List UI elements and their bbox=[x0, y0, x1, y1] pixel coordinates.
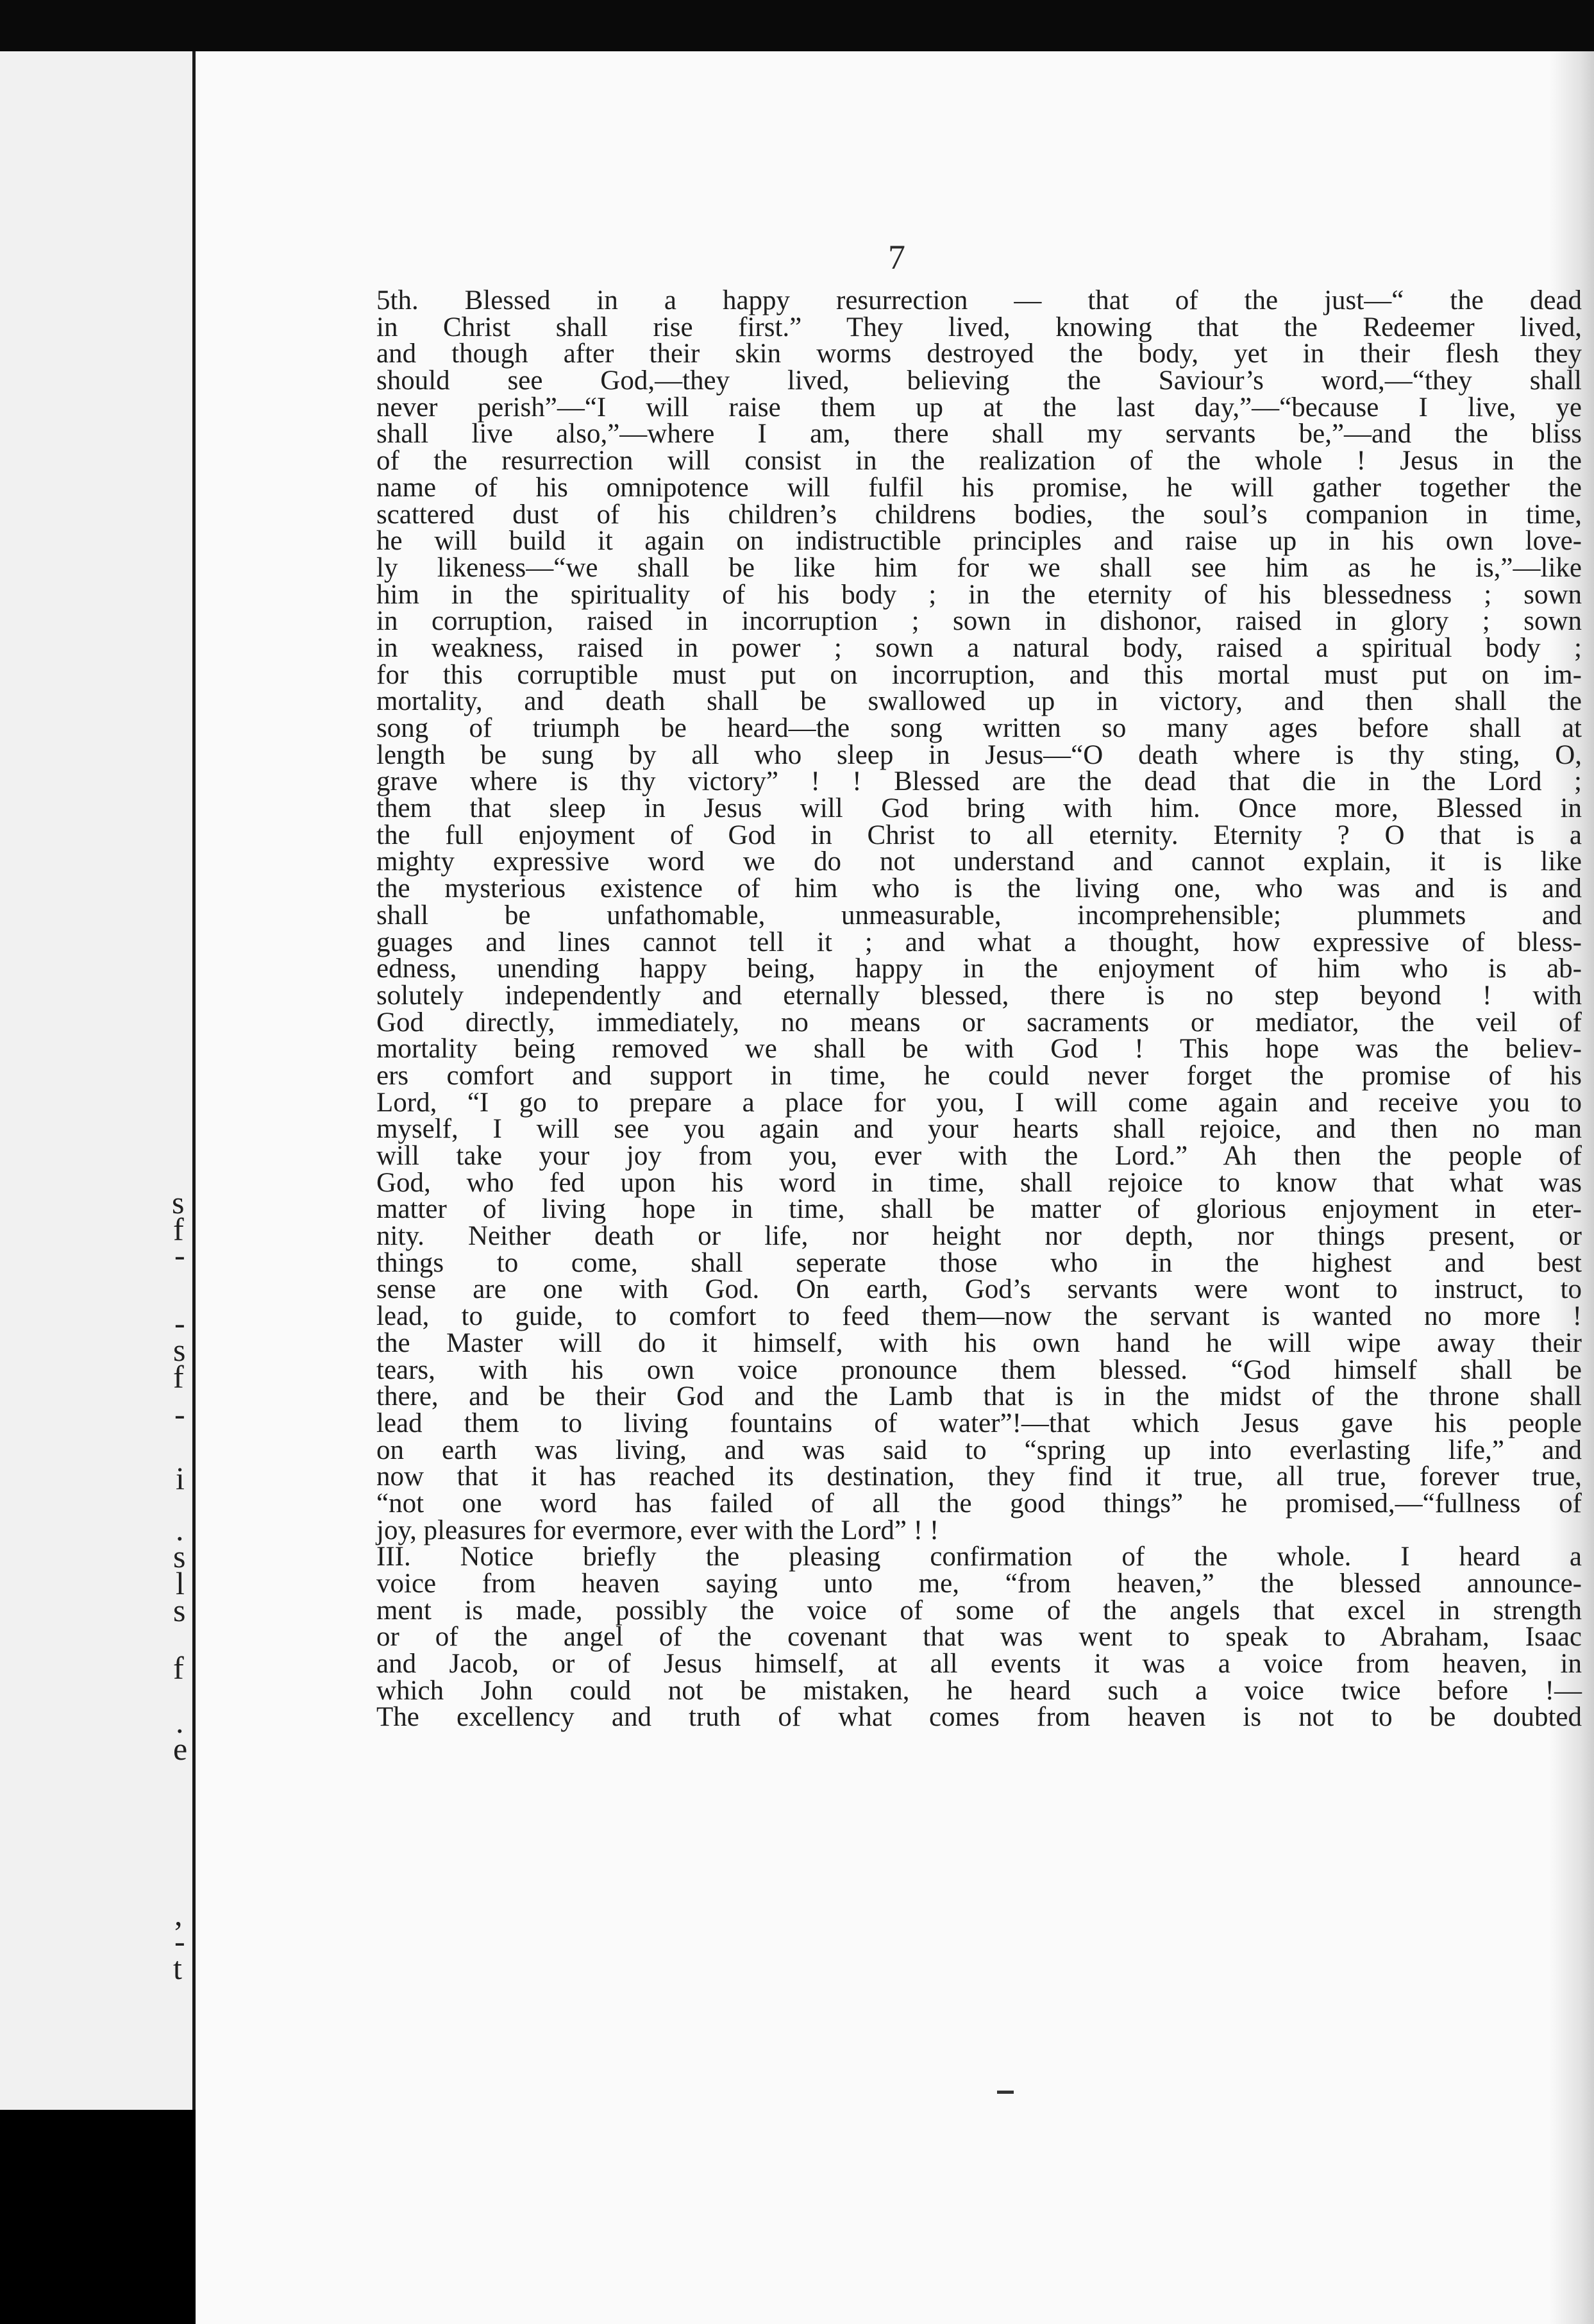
text-line: name of his omnipotence will fulfil his promise, he will gather together the bbox=[376, 472, 1582, 503]
text-line: lead, to guide, to comfort to feed them—now the servant is wanted no more ! bbox=[376, 1301, 1582, 1332]
text-line: God, who fed upon his word in time, shall rejoice to know that what was bbox=[376, 1167, 1582, 1198]
text-line: ers comfort and support in time, he could never forget the promise of his bbox=[376, 1060, 1582, 1091]
text-line: should see God,—they lived, believing the Saviour’s word,—“they shall bbox=[376, 366, 1582, 396]
text-line: length be sung by all who sleep in Jesus—“O death where is thy sting, O, bbox=[376, 739, 1582, 770]
margin-mark: f bbox=[173, 1359, 184, 1395]
margin-mark: f bbox=[173, 1650, 184, 1686]
text-line: tears, with his own voice pronounce them blessed. “God himself shall be bbox=[376, 1354, 1582, 1385]
text-line: nity. Neither death or life, nor height nor depth, nor things present, or bbox=[376, 1221, 1582, 1252]
text-line: and though after their skin worms destroyed the body, yet in their flesh they bbox=[376, 339, 1582, 369]
margin-mark: s bbox=[173, 1332, 186, 1368]
text-line: in weakness, raised in power ; sown a natural body, raised a spiritual body ; bbox=[376, 632, 1582, 663]
text-line: the full enjoyment of God in Christ to all eternity. Eternity ? O that is a bbox=[376, 820, 1582, 850]
text-line: or of the angel of the covenant that was went to speak to Abraham, Isaac bbox=[376, 1622, 1582, 1653]
margin-mark: - bbox=[174, 1305, 185, 1341]
scanner-background bbox=[0, 0, 1594, 51]
text-line: them that sleep in Jesus will God bring with him. Once more, Blessed in bbox=[376, 793, 1582, 824]
printer-mark bbox=[997, 2091, 1014, 2094]
margin-mark: - bbox=[174, 1923, 185, 1959]
text-line: Lord, “I go to prepare a place for you, I will come again and receive you to bbox=[376, 1087, 1582, 1118]
text-line: of the resurrection will consist in the realization of the whole ! Jesus in the bbox=[376, 446, 1582, 476]
margin-mark: - bbox=[174, 1237, 185, 1273]
page-number: 7 bbox=[888, 238, 905, 276]
text-line: 5th. Blessed in a happy resurrection — that of the just—“ the dead bbox=[376, 285, 1582, 316]
text-line: shall be unfathomable, unmeasurable, incomprehensible; plummets and bbox=[376, 900, 1582, 930]
margin-mark: e bbox=[173, 1731, 188, 1767]
text-line: will take your joy from you, ever with the Lord.” Ah then the people of bbox=[376, 1141, 1582, 1171]
margin-mark: - bbox=[174, 1396, 185, 1432]
margin-mark: . bbox=[176, 1704, 184, 1740]
text-line: mortality, and death shall be swallowed up in victory, and then shall the bbox=[376, 686, 1582, 717]
text-line: and Jacob, or of Jesus himself, at all events it was a voice from heaven, in bbox=[376, 1649, 1582, 1680]
text-line: matter of living hope in time, shall be matter of glorious enjoyment in eter- bbox=[376, 1194, 1582, 1225]
text-line: now that it has reached its destination, they find it true, all true, forever true, bbox=[376, 1461, 1582, 1492]
margin-mark: i bbox=[176, 1460, 185, 1496]
text-line: shall live also,”—where I am, there shall my servants be,”—and the bliss bbox=[376, 419, 1582, 450]
text-line: the mysterious existence of him who is the living one, who was and is and bbox=[376, 873, 1582, 904]
margin-mark: s bbox=[173, 1592, 186, 1628]
text-line: voice from heaven saying unto me, “from heaven,” the blessed announce- bbox=[376, 1569, 1582, 1599]
body-text bbox=[376, 287, 1582, 1731]
text-line: on earth was living, and was said to “spring up into everlasting life,” and bbox=[376, 1435, 1582, 1465]
text-line: grave where is thy victory” ! ! Blessed are the dead that die in the Lord ; bbox=[376, 766, 1582, 797]
text-line: song of triumph be heard—the song written so many ages before shall at bbox=[376, 713, 1582, 743]
margin-mark: t bbox=[173, 1950, 182, 1986]
text-line: solutely independently and eternally blessed, there is no step beyond ! with bbox=[376, 980, 1582, 1011]
text-line: things to come, shall seperate those who in the highest and best bbox=[376, 1247, 1582, 1278]
previous-page-remnant bbox=[0, 51, 196, 2110]
text-line: mighty expressive word we do not understand and cannot explain, it is like bbox=[376, 846, 1582, 877]
text-line: myself, I will see you again and your hearts shall rejoice, and then no man bbox=[376, 1114, 1582, 1145]
text-line: edness, unending happy being, happy in the enjoyment of him who is ab- bbox=[376, 954, 1582, 984]
text-line: ment is made, possibly the voice of some of the angels that excel in strength bbox=[376, 1595, 1582, 1626]
text-line: mortality being removed we shall be with God ! This hope was the believ- bbox=[376, 1034, 1582, 1065]
text-line: never perish”—“I will raise them up at the last day,”—“because I live, ye bbox=[376, 392, 1582, 423]
book-page bbox=[196, 51, 1594, 2324]
margin-mark: l bbox=[176, 1565, 185, 1601]
margin-mark: s bbox=[172, 1184, 185, 1220]
text-line: he will build it again on indistructible principles and raise up in his own love- bbox=[376, 526, 1582, 557]
text-line: for this corruptible must put on incorruption, and this mortal must put on im- bbox=[376, 659, 1582, 690]
text-line: the Master will do it himself, with his own hand he will wipe away their bbox=[376, 1327, 1582, 1358]
margin-mark: , bbox=[174, 1896, 183, 1932]
text-line: in Christ shall rise first.” They lived, knowing that the Redeemer lived, bbox=[376, 312, 1582, 342]
text-line: III. Notice briefly the pleasing confirmation of the whole. I heard a bbox=[376, 1542, 1582, 1572]
text-line: God directly, immediately, no means or sacraments or mediator, the veil of bbox=[376, 1007, 1582, 1038]
text-line: which John could not be mistaken, he heard such a voice twice before !— bbox=[376, 1675, 1582, 1706]
text-line: lead them to living fountains of water”!—that which Jesus gave his people bbox=[376, 1408, 1582, 1438]
text-line: The excellency and truth of what comes from heaven is not to be doubted bbox=[376, 1702, 1582, 1733]
text-line: there, and be their God and the Lamb that is in the midst of the throne shall bbox=[376, 1381, 1582, 1412]
text-line: joy, pleasures for evermore, ever with the Lord” ! ! bbox=[376, 1515, 939, 1545]
text-line: ly likeness—“we shall be like him for we shall see him as he is,”—like bbox=[376, 552, 1582, 583]
margin-mark: s bbox=[173, 1538, 186, 1574]
text-line: “not one word has failed of all the good things” he promised,—“fullness of bbox=[376, 1488, 1582, 1519]
margin-mark: . bbox=[176, 1511, 184, 1547]
margin-mark: f bbox=[173, 1211, 184, 1247]
text-line: him in the spirituality of his body ; in the eternity of his blessedness ; sown bbox=[376, 579, 1582, 610]
text-line: in corruption, raised in incorruption ; sown in dishonor, raised in glory ; sown bbox=[376, 606, 1582, 637]
text-line: sense are one with God. On earth, God’s servants were wont to instruct, to bbox=[376, 1274, 1582, 1305]
text-line: guages and lines cannot tell it ; and what a thought, how expressive of bless- bbox=[376, 927, 1582, 957]
text-line: scattered dust of his children’s childrens bodies, the soul’s companion in time, bbox=[376, 499, 1582, 530]
